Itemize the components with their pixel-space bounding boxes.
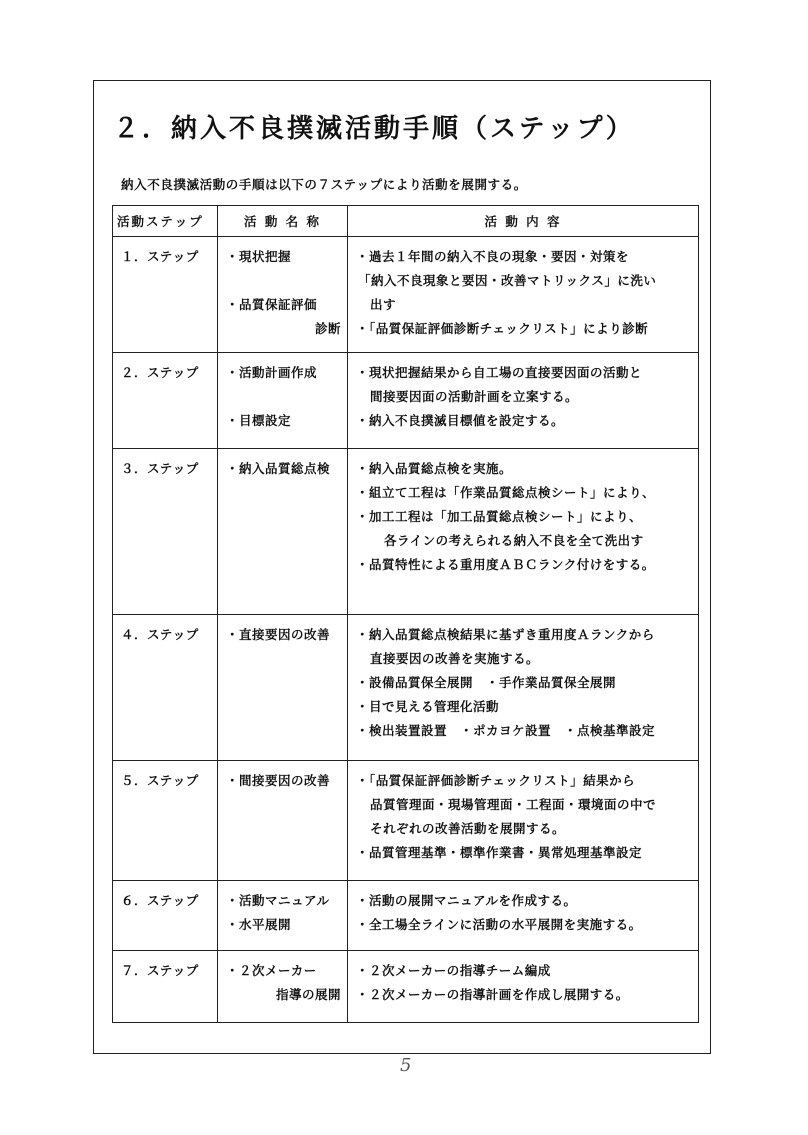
activity-name: ・間接要因の改善 bbox=[226, 773, 331, 788]
activity-name: ・納入品質総点検 bbox=[226, 461, 331, 476]
activity-name: 指導の展開 bbox=[275, 987, 341, 1002]
activity-name: 診断 bbox=[314, 321, 341, 336]
content-line: ・加工工程は「加工品質総点検シート」により、 bbox=[356, 509, 643, 524]
activity-content-cell bbox=[348, 761, 699, 881]
content-line: 「納入不良現象と要因・改善マトリックス」に洗い bbox=[358, 273, 657, 288]
content-line: ・現状把握結果から自工場の直接要因面の活動と bbox=[356, 365, 643, 380]
activity-name-cell bbox=[218, 449, 348, 615]
content-line: ・「品質保証評価診断チェックリスト」結果から bbox=[356, 773, 636, 788]
content-line: 各ラインの考えられる納入不良を全て洗出す bbox=[384, 533, 644, 548]
content-line: ・２次メーカーの指導計画を作成し展開する。 bbox=[356, 987, 629, 1002]
activity-name-cell bbox=[218, 761, 348, 881]
content-line: 直接要因の改善を実施する。 bbox=[370, 651, 540, 666]
spacer bbox=[226, 385, 341, 409]
content-line: ・検出装置設置 ・ポカヨケ設置 ・点検基準設定 bbox=[356, 723, 656, 738]
content-line: ・納入品質総点検を実施。 bbox=[356, 461, 513, 476]
content-line: 間接要因面の活動計画を立案する。 bbox=[370, 389, 579, 404]
content-line: ・「品質保証評価診断チェックリスト」により診断 bbox=[356, 321, 649, 336]
header-activity-content: 活 動 内 容 bbox=[348, 206, 699, 237]
content-line: それぞれの改善活動を展開する。 bbox=[370, 821, 566, 836]
table-row bbox=[113, 237, 699, 353]
content-line: ・納入不良撲滅目標値を設定する。 bbox=[356, 413, 565, 428]
activity-name: ・２次メーカー bbox=[226, 963, 317, 978]
content-line: ・品質特性による重用度ＡＢＣランク付けをする。 bbox=[356, 557, 655, 572]
step-label: ７．ステップ bbox=[113, 951, 218, 1023]
activity-name: ・活動マニュアル bbox=[226, 893, 330, 908]
activity-name: ・水平展開 bbox=[226, 917, 292, 932]
activity-name-cell bbox=[218, 353, 348, 449]
page-number: 5 bbox=[400, 1055, 412, 1076]
content-line: ・目で見える管理化活動 bbox=[356, 699, 500, 714]
activity-name-cell bbox=[218, 237, 348, 353]
table-row bbox=[113, 449, 699, 615]
step-label: １．ステップ bbox=[113, 237, 218, 353]
activity-name: ・直接要因の改善 bbox=[226, 627, 331, 642]
header-step: 活動ステップ bbox=[113, 206, 218, 237]
intro-text: 納入不良撲滅活動の手順は以下の７ステップにより活動を展開する。 bbox=[121, 177, 527, 192]
activity-name: ・品質保証評価 bbox=[226, 297, 318, 312]
activity-name-cell bbox=[218, 881, 348, 951]
table-header-row bbox=[113, 206, 699, 237]
table-row bbox=[113, 761, 699, 881]
page-title: ２．納入不良撲滅活動手順（ステップ） bbox=[113, 114, 635, 144]
step-label: ６．ステップ bbox=[113, 881, 218, 951]
content-line: ・過去１年間の納入不良の現象・要因・対策を bbox=[356, 249, 630, 264]
activity-name: ・現状把握 bbox=[226, 249, 292, 264]
activity-name: ・目標設定 bbox=[226, 413, 292, 428]
content-line: ・組立て工程は「作業品質総点検シート」により、 bbox=[356, 485, 656, 500]
step-label: ５．ステップ bbox=[113, 761, 218, 881]
table-row bbox=[113, 881, 699, 951]
activity-content-cell bbox=[348, 449, 699, 615]
table-row bbox=[113, 951, 699, 1023]
content-line: 品質管理面・現場管理面・工程面・環境面の中で bbox=[370, 797, 657, 812]
content-line: ・設備品質保全展開 ・手作業品質保全展開 bbox=[356, 675, 617, 690]
content-line: ・活動の展開マニュアルを作成する。 bbox=[356, 893, 577, 908]
activity-content-cell bbox=[348, 881, 699, 951]
table-row bbox=[113, 353, 699, 449]
content-line: ・納入品質総点検結果に基ずき重用度Ａランクから bbox=[356, 627, 655, 642]
content-line: ・全工場全ラインに活動の水平展開を実施する。 bbox=[356, 917, 642, 932]
activity-content-cell bbox=[348, 353, 699, 449]
spacer bbox=[226, 269, 341, 293]
content-line: 出す bbox=[370, 297, 397, 312]
steps-table bbox=[112, 205, 699, 1023]
header-activity-name: 活 動 名 称 bbox=[218, 206, 348, 237]
step-label: ２．ステップ bbox=[113, 353, 218, 449]
activity-content-cell bbox=[348, 237, 699, 353]
activity-content-cell bbox=[348, 615, 699, 761]
table-row bbox=[113, 615, 699, 761]
activity-content-cell bbox=[348, 951, 699, 1023]
step-label: ３．ステップ bbox=[113, 449, 218, 615]
activity-name-cell bbox=[218, 615, 348, 761]
activity-name: ・活動計画作成 bbox=[226, 365, 318, 380]
activity-name-cell bbox=[218, 951, 348, 1023]
step-label: ４．ステップ bbox=[113, 615, 218, 761]
content-line: ・品質管理基準・標準作業書・異常処理基準設定 bbox=[356, 845, 643, 860]
content-line: ・２次メーカーの指導チーム編成 bbox=[356, 963, 551, 978]
